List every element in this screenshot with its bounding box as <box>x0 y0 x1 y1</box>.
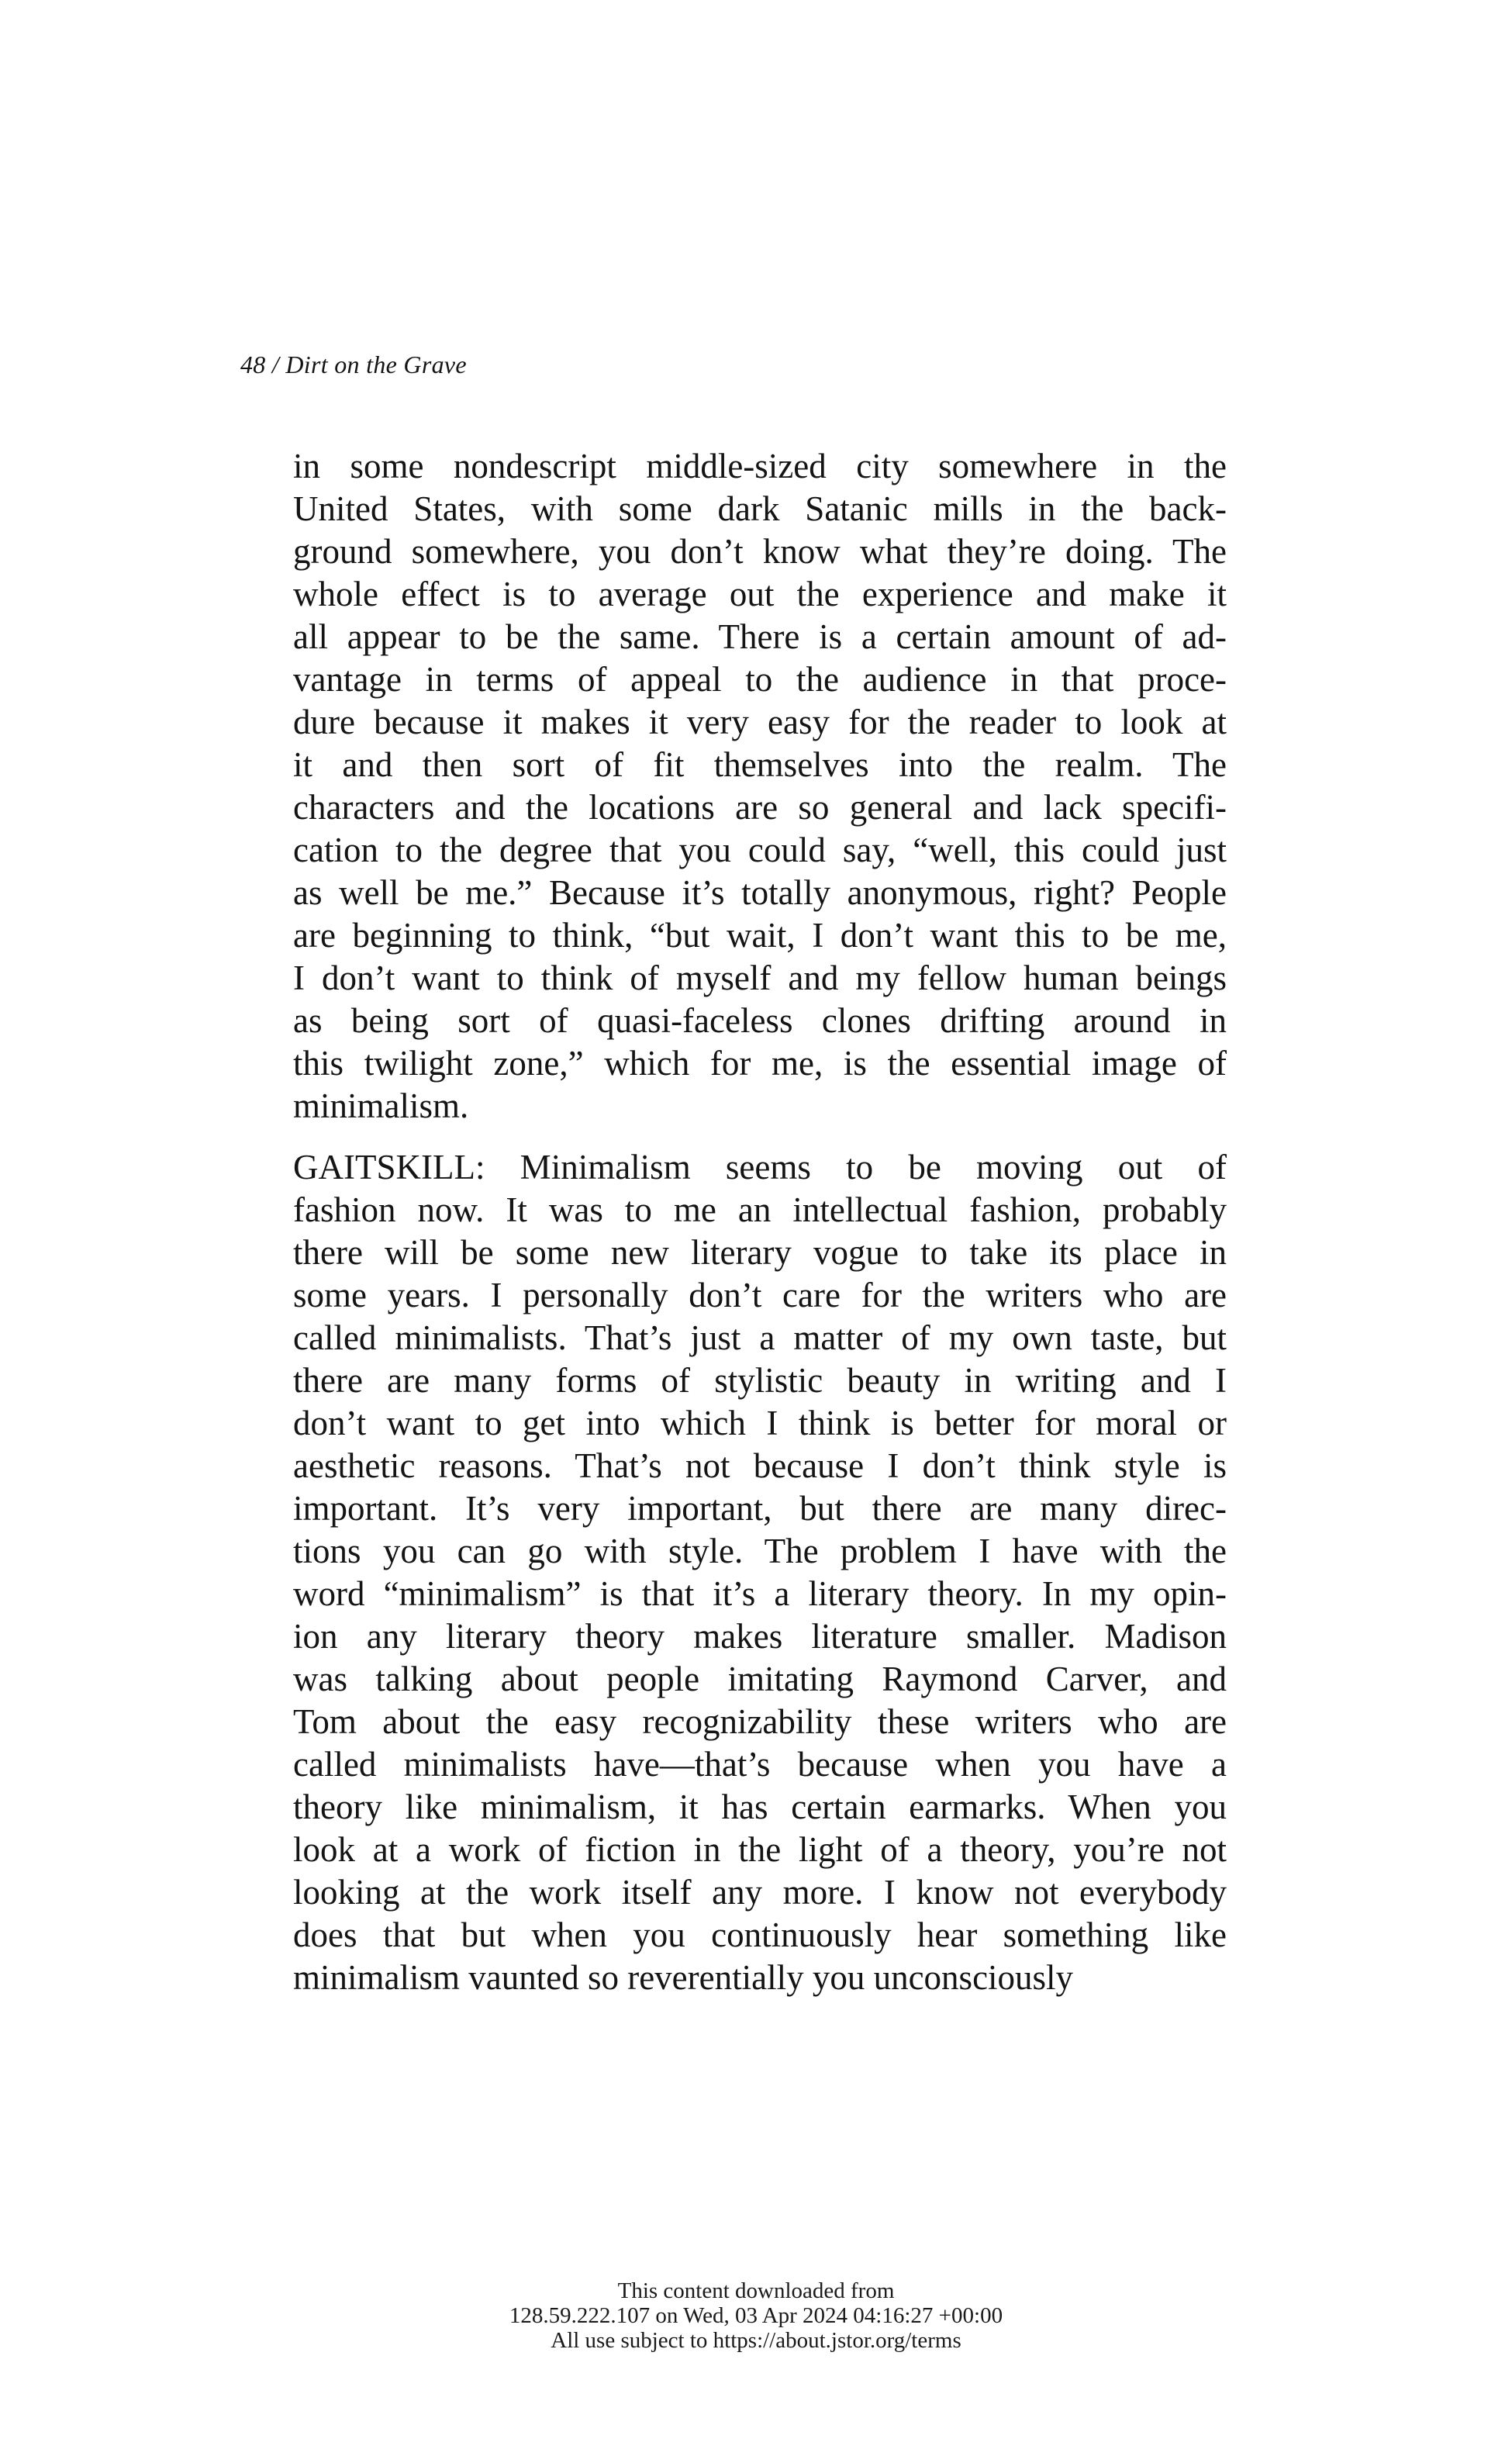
text-line: there will be some new literary vogue to take its place in <box>293 1233 1227 1272</box>
body-text <box>293 445 1227 1999</box>
download-notice <box>0 2278 1512 2353</box>
text-line: looking at the work itself any more. I know not everybody <box>293 1873 1227 1912</box>
text-line: this twilight zone,” which for me, is the essential image of <box>293 1044 1227 1083</box>
text-line: fashion now. It was to me an intellectual fashion, probably <box>293 1190 1227 1229</box>
text-line: ground somewhere, you don’t know what they’re doing. The <box>293 532 1227 571</box>
text-line: I don’t want to think of myself and my fellow human beings <box>293 959 1227 997</box>
text-line: tions you can go with style. The problem I have with the <box>293 1532 1227 1570</box>
text-line: some years. I personally don’t care for the writers who are <box>293 1276 1227 1314</box>
paragraph <box>293 1146 1227 1999</box>
text-line: whole effect is to average out the experience and make it <box>293 575 1227 613</box>
text-line: don’t want to get into which I think is better for moral or <box>293 1404 1227 1442</box>
text-line: called minimalists have—that’s because when you have a <box>293 1745 1227 1784</box>
text-line: word “minimalism” is that it’s a literary theory. In my opin- <box>293 1574 1227 1613</box>
text-line: called minimalists. That’s just a matter of my own taste, but <box>293 1318 1227 1357</box>
text-line: it and then sort of fit themselves into the realm. The <box>293 745 1227 784</box>
text-line: look at a work of fiction in the light of a theory, you’re not <box>293 1830 1227 1869</box>
text-line: ion any literary theory makes literature smaller. Madison <box>293 1617 1227 1656</box>
text-line: cation to the degree that you could say, “well, this could just <box>293 831 1227 869</box>
text-line: theory like minimalism, it has certain earmarks. When you <box>293 1788 1227 1826</box>
text-line: in some nondescript middle-sized city somewhere in the <box>293 447 1227 485</box>
text-line: as well be me.” Because it’s totally anonymous, right? People <box>293 873 1227 912</box>
download-notice-line: This content downloaded from <box>617 2278 895 2303</box>
text-line: important. It’s very important, but there are many direc- <box>293 1489 1227 1528</box>
text-line: minimalism vaunted so reverentially you unconsciously <box>293 1958 1074 1997</box>
running-head: 48 / Dirt on the Grave <box>240 351 467 378</box>
download-notice-line: All use subject to https://about.jstor.org/terms <box>551 2328 961 2353</box>
text-line: aesthetic reasons. That’s not because I don’t think style is <box>293 1446 1227 1485</box>
text-line: all appear to be the same. There is a certain amount of ad- <box>293 617 1227 656</box>
text-line: characters and the locations are so general and lack specifi- <box>293 788 1227 827</box>
text-line: there are many forms of stylistic beauty in writing and I <box>293 1361 1227 1400</box>
download-notice-line: 128.59.222.107 on Wed, 03 Apr 2024 04:16:27 +00:00 <box>509 2303 1003 2328</box>
paragraph <box>293 445 1227 1128</box>
text-line: was talking about people imitating Raymond Carver, and <box>293 1660 1227 1698</box>
text-line: United States, with some dark Satanic mills in the back- <box>293 489 1227 528</box>
text-line: GAITSKILL: Minimalism seems to be moving out of <box>293 1148 1227 1187</box>
text-line: vantage in terms of appeal to the audience in that proce- <box>293 660 1227 699</box>
text-line: minimalism. <box>293 1086 469 1125</box>
text-line: dure because it makes it very easy for the reader to look at <box>293 703 1227 741</box>
text-line: as being sort of quasi-faceless clones drifting around in <box>293 1001 1227 1040</box>
text-line: are beginning to think, “but wait, I don’t want this to be me, <box>293 916 1227 955</box>
text-line: does that but when you continuously hear something like <box>293 1915 1227 1954</box>
text-line: Tom about the easy recognizability these writers who are <box>293 1702 1227 1741</box>
